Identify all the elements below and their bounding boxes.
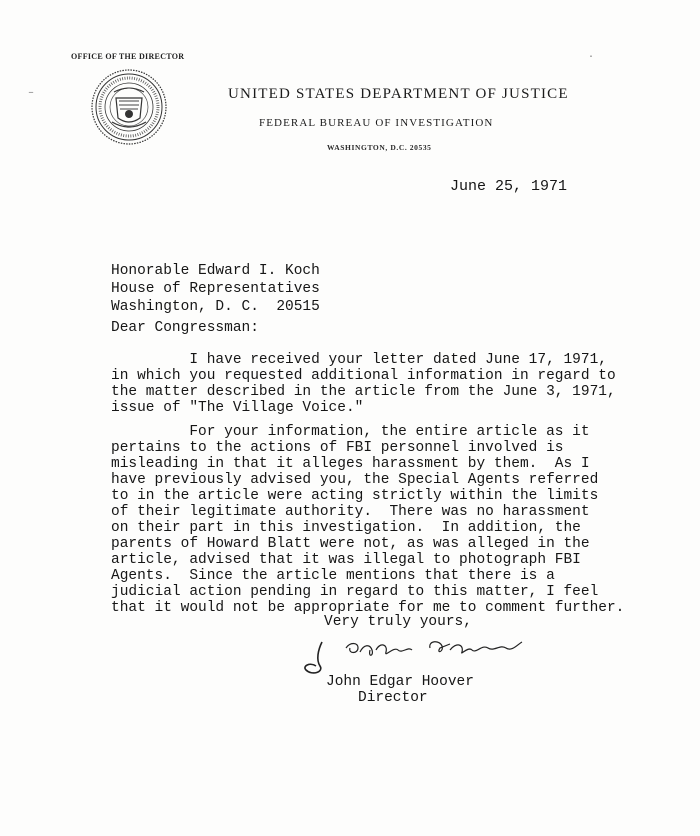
paragraph-line: in which you requested additional information in regard to (111, 368, 616, 384)
signer-title: Director (358, 690, 428, 706)
recipient-address (111, 262, 320, 316)
paragraph-line: the matter described in the article from the June 3, 1971, (111, 384, 616, 400)
address-line: Honorable Edward I. Koch (111, 263, 320, 279)
scan-mark: – (28, 88, 35, 99)
signer-name: John Edgar Hoover (326, 674, 474, 690)
paragraph-line: Agents. Since the article mentions that there is a (111, 568, 555, 584)
paragraph-line: For your information, the entire article as it (111, 424, 590, 440)
closing: Very truly yours, (324, 614, 472, 630)
paragraph-line: issue of "The Village Voice." (111, 400, 364, 416)
department-heading: UNITED STATES DEPARTMENT OF JUSTICE (228, 86, 569, 102)
paragraph-2 (111, 424, 624, 616)
paragraph-line: of their legitimate authority. There was no harassment (111, 504, 590, 520)
fbi-seal-icon (90, 68, 168, 146)
paragraph-line: on their part in this investigation. In addition, the (111, 520, 581, 536)
address-line: House of Representatives (111, 281, 320, 297)
paragraph-line: to in the article were acting strictly within the limits (111, 488, 599, 504)
paragraph-line: pertains to the actions of FBI personnel involved is (111, 440, 564, 456)
paragraph-line: that it would not be appropriate for me to comment further. (111, 600, 625, 616)
letter-date: June 25, 1971 (450, 178, 568, 195)
paragraph-1 (111, 352, 616, 416)
paragraph-line: misleading in that it alleges harassment by them. As I (111, 456, 590, 472)
paragraph-line: parents of Howard Blatt were not, as was alleged in the (111, 536, 590, 552)
paragraph-line: judicial action pending in regard to this matter, I feel (111, 584, 599, 600)
paragraph-line: I have received your letter dated June 17, 1971, (111, 352, 607, 368)
salutation: Dear Congressman: (111, 320, 259, 336)
paragraph-line: article, advised that it was illegal to photograph FBI (111, 552, 581, 568)
paragraph-line: have previously advised you, the Special Agents referred (111, 472, 599, 488)
city-heading: WASHINGTON, D.C. 20535 (327, 143, 432, 152)
bureau-heading: FEDERAL BUREAU OF INVESTIGATION (259, 117, 494, 129)
address-line: Washington, D. C. 20515 (111, 299, 320, 315)
office-label: OFFICE OF THE DIRECTOR (71, 52, 185, 61)
scan-mark: · (588, 52, 595, 63)
